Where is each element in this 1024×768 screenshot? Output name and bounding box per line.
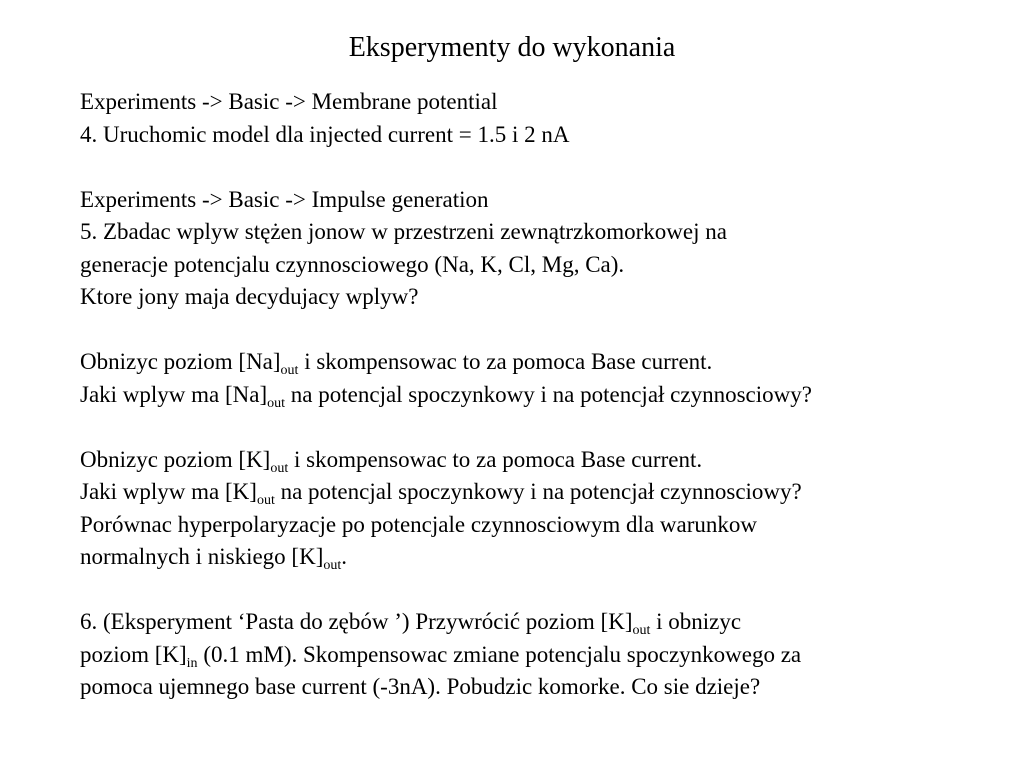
spacer [80,151,1010,184]
task-5-line-2: generacje potencjalu czynnosciowego (Na, K, Cl, Mg, Ca). [80,251,625,277]
task-6-line-3: pomoca ujemnego base current (-3nA). Pobudzic komorke. Co sie dzieje? [80,674,761,699]
task-4: 4. Uruchomic model dla injected current = 1.5 i 2 nA [80,121,570,147]
hyperpolarization-compare: Porównac hyperpolaryzacje po potencjale czynnosciowym dla warunkow [80,511,757,537]
k-effect-question: Jaki wplyw ma $[K]_{out}$ na potencjal spoczynkowy i na potencjał czynnosciowy? [80,479,802,508]
slide-body [80,86,1010,704]
na-lower-instruction: Obnizyc poziom $[Na]_{out}$ i skompensowac to za pomoca Base current. [80,349,713,378]
na-effect-question: Jaki wplyw ma $[Na]_{out}$ na potencjal spoczynkowy i na potencjał czynnosciowy? [80,381,812,411]
task-5-line-3: Ktore jony maja decydujacy wplyw? [80,284,419,309]
k-lower-instruction: Obnizyc poziom $[K]_{out}$ i skompensowac to za pomoca Base current. [80,446,703,476]
slide-title: Eksperymenty do wykonania [348,32,676,63]
spacer [80,314,1010,347]
experiment-path-impulse: Experiments -> Basic -> Impulse generation [80,186,489,212]
spacer [80,574,1010,607]
task-6-line-2: poziom $[K]_{in}$ (0.1 mM). Skompensowac zmiane potencjalu spoczynkowego za [80,641,802,671]
hyperpolarization-compare-cont: normalnych i niskiego $[K]_{out}$. [80,544,348,573]
task-6-line-1: 6. (Eksperyment ‘Pasta do zębów ’) Przywrócić poziom $[K]_{out}$ i obnizyc [80,609,742,638]
experiment-path-membrane: Experiments -> Basic -> Membrane potential [80,89,498,114]
task-5-line-1: 5. Zbadac wplyw stężen jonow w przestrzeni zewnątrzkomorkowej na [80,219,727,244]
spacer [80,411,1010,444]
